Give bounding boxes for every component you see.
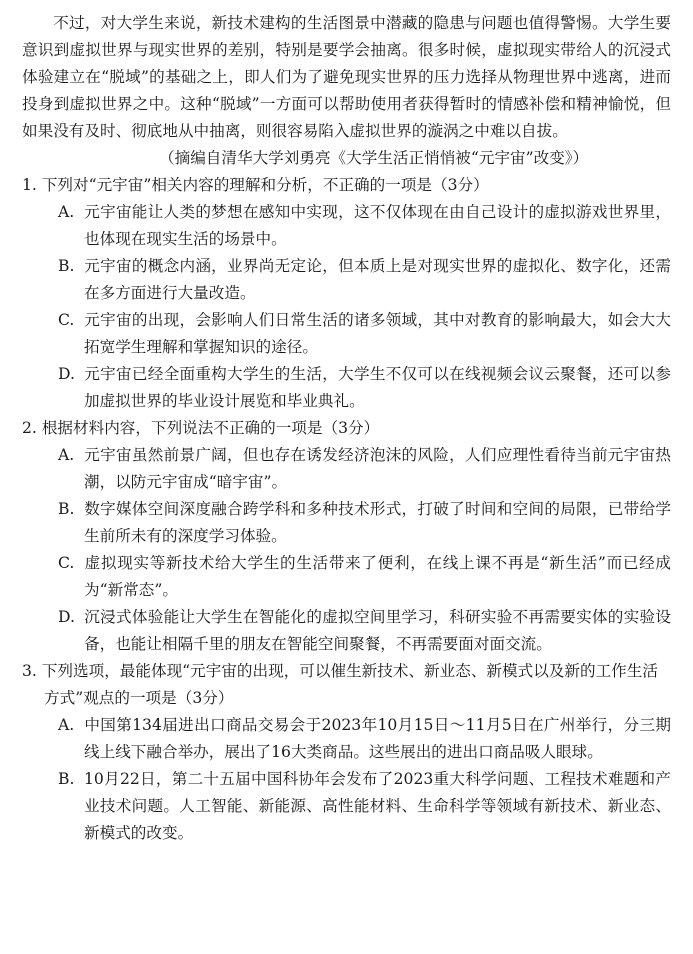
question-1 <box>22 172 671 415</box>
option-list <box>22 442 671 658</box>
option-letter: B. <box>58 257 75 275</box>
option-text: 元宇宙能让人类的梦想在感知中实现，这不仅体现在由自己设计的虚拟游戏世界里，也体现在现实生活的场景中。 <box>84 203 671 248</box>
option-text: 数字媒体空间深度融合跨学科和多种技术形式，打破了时间和空间的局限，已带给学生前所未有的深度学习体验。 <box>84 500 671 545</box>
option-letter: B. <box>58 770 75 788</box>
passage-final-paragraph: 不过，对大学生来说，新技术建构的生活图景中潜藏的隐患与问题也值得警惕。大学生要意识到虚拟世界与现实世界的差别，特别是要学会抽离。很多时候，虚拟现实带给人的沉浸式体验建立在“脱域”的基础之上，即人们为了避免现实世界的压力选择从物理世界中逃离，进而投身到虚拟世界之中。这种“脱域”一方面可以帮助使用者获得暂时的情感补偿和精神愉悦，但如果没有及时、彻底地从中抽离，则很容易陷入虚拟世界的漩涡之中难以自拔。 <box>22 14 671 140</box>
option-list <box>22 712 671 847</box>
option-b[interactable] <box>22 766 671 847</box>
option-letter: C. <box>58 554 75 572</box>
option-text: 10月22日，第二十五届中国科协年会发布了2023重大科学问题、工程技术难题和产业技术问题。人工智能、新能源、高性能材料、生命科学等领域有新技术、新业态、新模式的改变。 <box>84 770 671 842</box>
option-letter: A. <box>58 203 75 221</box>
option-letter: D. <box>58 608 75 626</box>
option-text: 元宇宙虽然前景广阔，但也存在诱发经济泡沫的风险，人们应理性看待当前元宇宙热潮，以防元宇宙成“暗宇宙”。 <box>84 446 671 491</box>
option-letter: C. <box>58 311 75 329</box>
option-b[interactable] <box>22 253 671 307</box>
option-d[interactable] <box>22 604 671 658</box>
option-d[interactable] <box>22 361 671 415</box>
option-a[interactable] <box>22 712 671 766</box>
option-list <box>22 199 671 415</box>
option-c[interactable] <box>22 550 671 604</box>
option-letter: A. <box>58 716 75 734</box>
option-text: 虚拟现实等新技术给大学生的生活带来了便利，在线上课不再是“新生活”而已经成为“新常态”。 <box>84 554 671 599</box>
option-a[interactable] <box>22 442 671 496</box>
option-text: 中国第134届进出口商品交易会于2023年10月15日～11月5日在广州举行，分三期线上线下融合举办，展出了16大类商品。这些展出的进出口商品吸人眼球。 <box>84 716 671 761</box>
option-text: 元宇宙的出现，会影响人们日常生活的诸多领域，其中对教育的影响最大，如会大大拓宽学生理解和掌握知识的途径。 <box>84 311 671 356</box>
question-stem: 1. 下列对“元宇宙”相关内容的理解和分析，不正确的一项是（3分） <box>22 176 489 194</box>
option-text: 沉浸式体验能让大学生在智能化的虚拟空间里学习，科研实验不再需要实体的实验设备，也能让相隔千里的朋友在智能空间聚餐，不再需要面对面交流。 <box>84 608 671 653</box>
question-3 <box>22 658 671 847</box>
question-stem: 2. 根据材料内容，下列说法不正确的一项是（3分） <box>22 419 380 437</box>
option-letter: B. <box>58 500 75 518</box>
passage-source: （摘编自清华大学刘勇亮《大学生活正悄悄被“元宇宙”改变》） <box>159 149 589 167</box>
option-b[interactable] <box>22 496 671 550</box>
option-c[interactable] <box>22 307 671 361</box>
option-letter: A. <box>58 446 75 464</box>
option-text: 元宇宙的概念内涵，业界尚无定论，但本质上是对现实世界的虚拟化、数字化，还需在多方面进行大量改造。 <box>84 257 671 302</box>
option-a[interactable] <box>22 199 671 253</box>
question-stem: 3. 下列选项，最能体现“元宇宙的出现，可以催生新技术、新业态、新模式以及新的工作生活方式”观点的一项是（3分） <box>22 662 658 707</box>
option-text: 元宇宙已经全面重构大学生的生活，大学生不仅可以在线视频会议云聚餐，还可以参加虚拟世界的毕业设计展览和毕业典礼。 <box>84 365 671 410</box>
option-letter: D. <box>58 365 75 383</box>
question-2 <box>22 415 671 658</box>
